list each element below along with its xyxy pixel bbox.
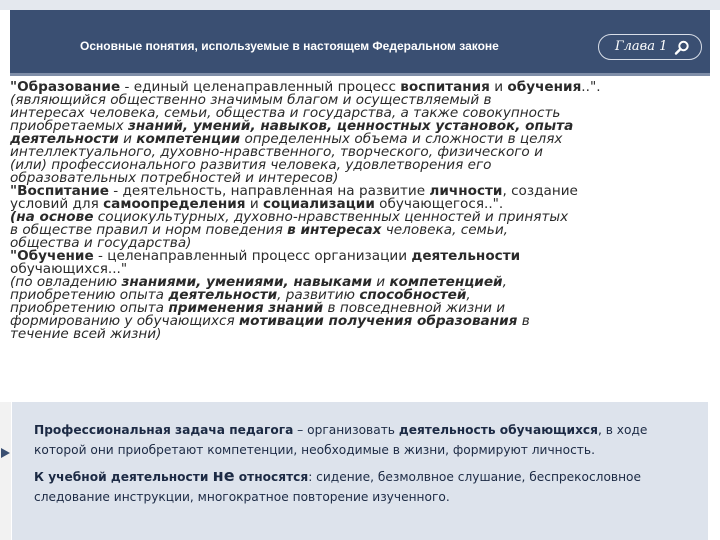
training-line: обучающихся..."	[10, 261, 128, 277]
text-span: компетенцией	[389, 274, 503, 290]
text-span: ,	[466, 287, 471, 303]
text-span: обучающегося..".	[374, 196, 504, 212]
text-span: , развитию	[277, 287, 360, 303]
text-span: формированию у обучающихся	[10, 313, 240, 329]
text-span: условий для	[10, 196, 104, 212]
text-span: определенных объема и сложности в целях	[240, 131, 563, 147]
text-span: деятельность обучающихся	[398, 423, 598, 437]
text-span: личности	[429, 183, 503, 199]
text-span: человека, семьи,	[381, 222, 508, 238]
text-span: (по овладению	[10, 274, 122, 290]
page-title: Основные понятия, используемые в настоящем Федеральном законе	[80, 39, 499, 53]
text-span: воспитания	[400, 79, 490, 95]
slide-header	[10, 10, 710, 76]
text-span: компетенции	[136, 131, 241, 147]
search-icon[interactable]	[673, 39, 691, 57]
education-line: интеллектуального, духовно-нравственного, творческого, физического и	[10, 144, 543, 160]
term-education: "Образование	[10, 79, 121, 95]
text-span: относятся	[234, 470, 309, 484]
text-span: ,	[502, 274, 507, 290]
education-line: интересах человека, семьи, общества и государства, а также совокупность	[10, 105, 561, 121]
teacher-task-paragraph	[34, 420, 708, 440]
term-training: "Обучение	[10, 248, 94, 264]
text-span: приобретаемых	[10, 118, 129, 134]
text-span: в	[517, 313, 530, 329]
text-span: К учебной деятельности	[34, 470, 213, 484]
text-span: деятельности	[411, 248, 521, 264]
text-span: : сидение, безмолвное слушание, беспрекословное	[308, 470, 642, 484]
text-span: (на основе	[10, 209, 94, 225]
text-span: и	[245, 196, 263, 212]
text-span: приобретению опыта	[10, 287, 169, 303]
text-span: в обществе правил и норм поведения	[10, 222, 288, 238]
text-span: социализации	[263, 196, 375, 212]
text-span: , в ходе	[597, 423, 648, 437]
text-span: приобретению опыта	[10, 300, 169, 316]
text-span: и	[489, 79, 508, 95]
definitions-text	[10, 81, 710, 341]
text-span: и	[118, 131, 137, 147]
text-span: обучения	[507, 79, 582, 95]
text-span: деятельности	[168, 287, 278, 303]
text-span: - целенаправленный процесс организации	[93, 248, 412, 264]
training-line: течение всей жизни)	[10, 326, 162, 342]
text-span: мотивации получения образования	[239, 313, 518, 329]
text-span: самоопределения	[103, 196, 246, 212]
text-span: в повседневной жизни и	[323, 300, 506, 316]
text-span: в интересах	[287, 222, 382, 238]
text-span: - единый целенаправленный процесс	[120, 79, 401, 95]
text-span: применения знаний	[168, 300, 324, 316]
text-span: знаний, умений, навыков, ценностных установок, опыта	[128, 118, 574, 134]
text-span: способностей	[359, 287, 467, 303]
side-marker	[0, 402, 11, 540]
text-span: деятельности	[10, 131, 119, 147]
teacher-task-box	[12, 402, 708, 540]
play-arrow-icon[interactable]	[1, 448, 10, 458]
term-upbringing: "Воспитание	[10, 183, 109, 199]
text-span: , создание	[502, 183, 578, 199]
education-line: (или) профессионального развития человека, удовлетворения его	[10, 157, 492, 173]
education-line: образовательных потребностей и интересов)	[10, 170, 339, 186]
upbringing-line: общества и государства)	[10, 235, 192, 251]
text-span: – организовать	[293, 423, 399, 437]
text-span: социокультурных, духовно-нравственных ценностей и принятых	[93, 209, 569, 225]
teacher-task-paragraph: которой они приобретают компетенции, необходимые в жизни, формируют личность.	[34, 443, 595, 457]
text-span: знаниями, умениями, навыками	[121, 274, 372, 290]
top-stripe	[0, 0, 720, 10]
not-learning-paragraph	[34, 466, 708, 487]
chapter-search-field[interactable]	[598, 34, 702, 60]
education-line: (являющийся общественно значимым благом и осуществляемый в	[10, 92, 492, 108]
not-learning-paragraph: следование инструкции, многократное повторение изученного.	[34, 490, 450, 504]
text-span: - деятельность, направленная на развитие	[108, 183, 430, 199]
chapter-label: Глава 1	[615, 39, 668, 54]
text-span: не	[212, 466, 235, 485]
text-span: и	[371, 274, 390, 290]
text-span: ..".	[581, 79, 601, 95]
text-span: Профессиональная задача педагога	[34, 423, 294, 437]
